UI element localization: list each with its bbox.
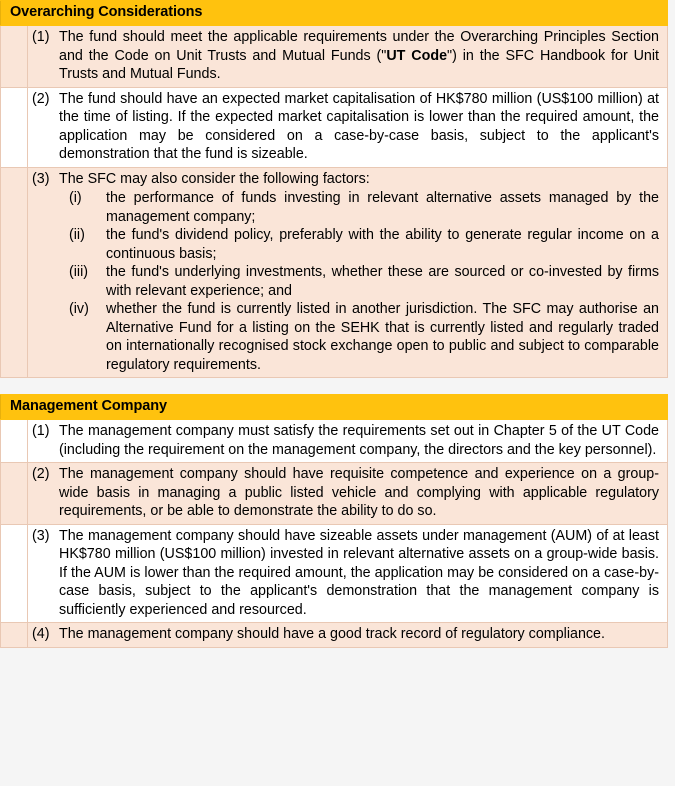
sub-list-item <box>59 226 661 263</box>
list-item-marker: (3) <box>32 527 50 544</box>
row-content <box>28 420 668 463</box>
sub-list-item <box>59 300 661 374</box>
text-segment-bold: UT Code <box>386 47 448 64</box>
row-gutter <box>1 26 28 88</box>
table-row <box>1 26 668 88</box>
sub-list-item-text: the performance of funds investing in relevant alternative assets managed by the management company; <box>106 190 659 225</box>
text-segment-before-bold: The fund should meet the applicable requirements under the Overarching Principles Section and the Code on Unit Trusts and Mutual Funds (" <box>59 29 659 64</box>
list-item <box>28 170 661 189</box>
row-content <box>28 26 668 88</box>
row-content <box>28 463 668 525</box>
sub-list-item-marker: (i) <box>69 190 82 207</box>
table-row <box>1 167 668 378</box>
list-item-text: The management company should have a good track record of regulatory compliance. <box>59 626 605 643</box>
sub-list-item-text: the fund's underlying investments, whether these are sourced or co-invested by firms with relevant experience; and <box>106 264 659 299</box>
section-header-management-company: Management Company <box>1 395 668 420</box>
row-gutter <box>1 524 28 623</box>
row-content <box>28 623 668 648</box>
list-item-text: The management company should have requisite competence and experience on a group-wide basis in managing a public listed vehicle and complying with applicable regulatory requirements, or be able to demonstrate the ability to do so. <box>59 466 659 520</box>
sub-list-item-marker: (ii) <box>69 227 85 244</box>
table-row <box>1 623 668 648</box>
row-gutter <box>1 463 28 525</box>
sub-list-item-marker: (iv) <box>69 301 89 318</box>
sub-list-item-text: the fund's dividend policy, preferably with the ability to generate regular income on a continuous basis; <box>106 227 659 262</box>
list-item-text <box>59 28 661 84</box>
sub-list-item <box>59 189 661 226</box>
list-item-marker: (2) <box>32 90 50 107</box>
list-item <box>28 527 661 620</box>
list-item <box>28 465 661 521</box>
list-item-text: The management company should have sizeable assets under management (AUM) of at least HK$780 million (US$100 million) invested in relevant alternative assets on a group-wide basis. If the AUM is lower than the required amount, the application may be considered on a case-by-case basis, subject to the applicant's demonstration that the management company is sufficiently experienced and resourced. <box>59 527 659 618</box>
section-header-overarching-considerations: Overarching Considerations <box>1 1 668 26</box>
row-content <box>28 167 668 378</box>
row-content <box>28 87 668 167</box>
row-content <box>28 524 668 623</box>
list-item-text: The SFC may also consider the following factors: <box>59 170 370 187</box>
text-segment-after-bold: ") in the SFC Handbook for Unit Trusts and Mutual Funds. <box>59 47 660 83</box>
list-item-marker: (4) <box>32 626 50 643</box>
section-table-overarching-considerations <box>0 0 668 378</box>
sub-list-item-marker: (iii) <box>69 264 89 281</box>
list-item-marker: (2) <box>32 466 50 483</box>
row-gutter <box>1 87 28 167</box>
sub-list-item-text: whether the fund is currently listed in another jurisdiction. The SFC may authorise an Alternative Fund for a listing on the SEHK that is currently listed and regularly traded on internationally recognised stock exchange open to public and subject to comparable regulatory requirements. <box>106 301 659 373</box>
list-item-marker: (3) <box>32 170 50 187</box>
list-item <box>28 422 661 459</box>
sub-list <box>28 189 661 374</box>
list-item <box>28 90 661 164</box>
table-row <box>1 420 668 463</box>
list-item-marker: (1) <box>32 423 50 440</box>
list-item-text: The management company must satisfy the requirements set out in Chapter 5 of the UT Code (including the requirement on the management company, the directors and the key personnel). <box>59 423 659 458</box>
list-item-marker: (1) <box>32 29 50 46</box>
section-header-row <box>1 395 668 420</box>
list-item <box>28 625 661 644</box>
row-gutter <box>1 623 28 648</box>
section-header-row <box>1 1 668 26</box>
list-item-text: The fund should have an expected market capitalisation of HK$780 million (US$100 million) at the time of listing. If the expected market capitalisation is lower than the required amount, the application may be considered on a case-by-case basis, subject to the applicant's demonstration that the fund is sizeable. <box>59 90 659 163</box>
sub-list-item <box>59 263 661 300</box>
row-gutter <box>1 167 28 378</box>
table-row <box>1 463 668 525</box>
table-row <box>1 524 668 623</box>
section-table-management-company <box>0 394 668 648</box>
list-item <box>28 28 661 84</box>
table-row <box>1 87 668 167</box>
row-gutter <box>1 420 28 463</box>
